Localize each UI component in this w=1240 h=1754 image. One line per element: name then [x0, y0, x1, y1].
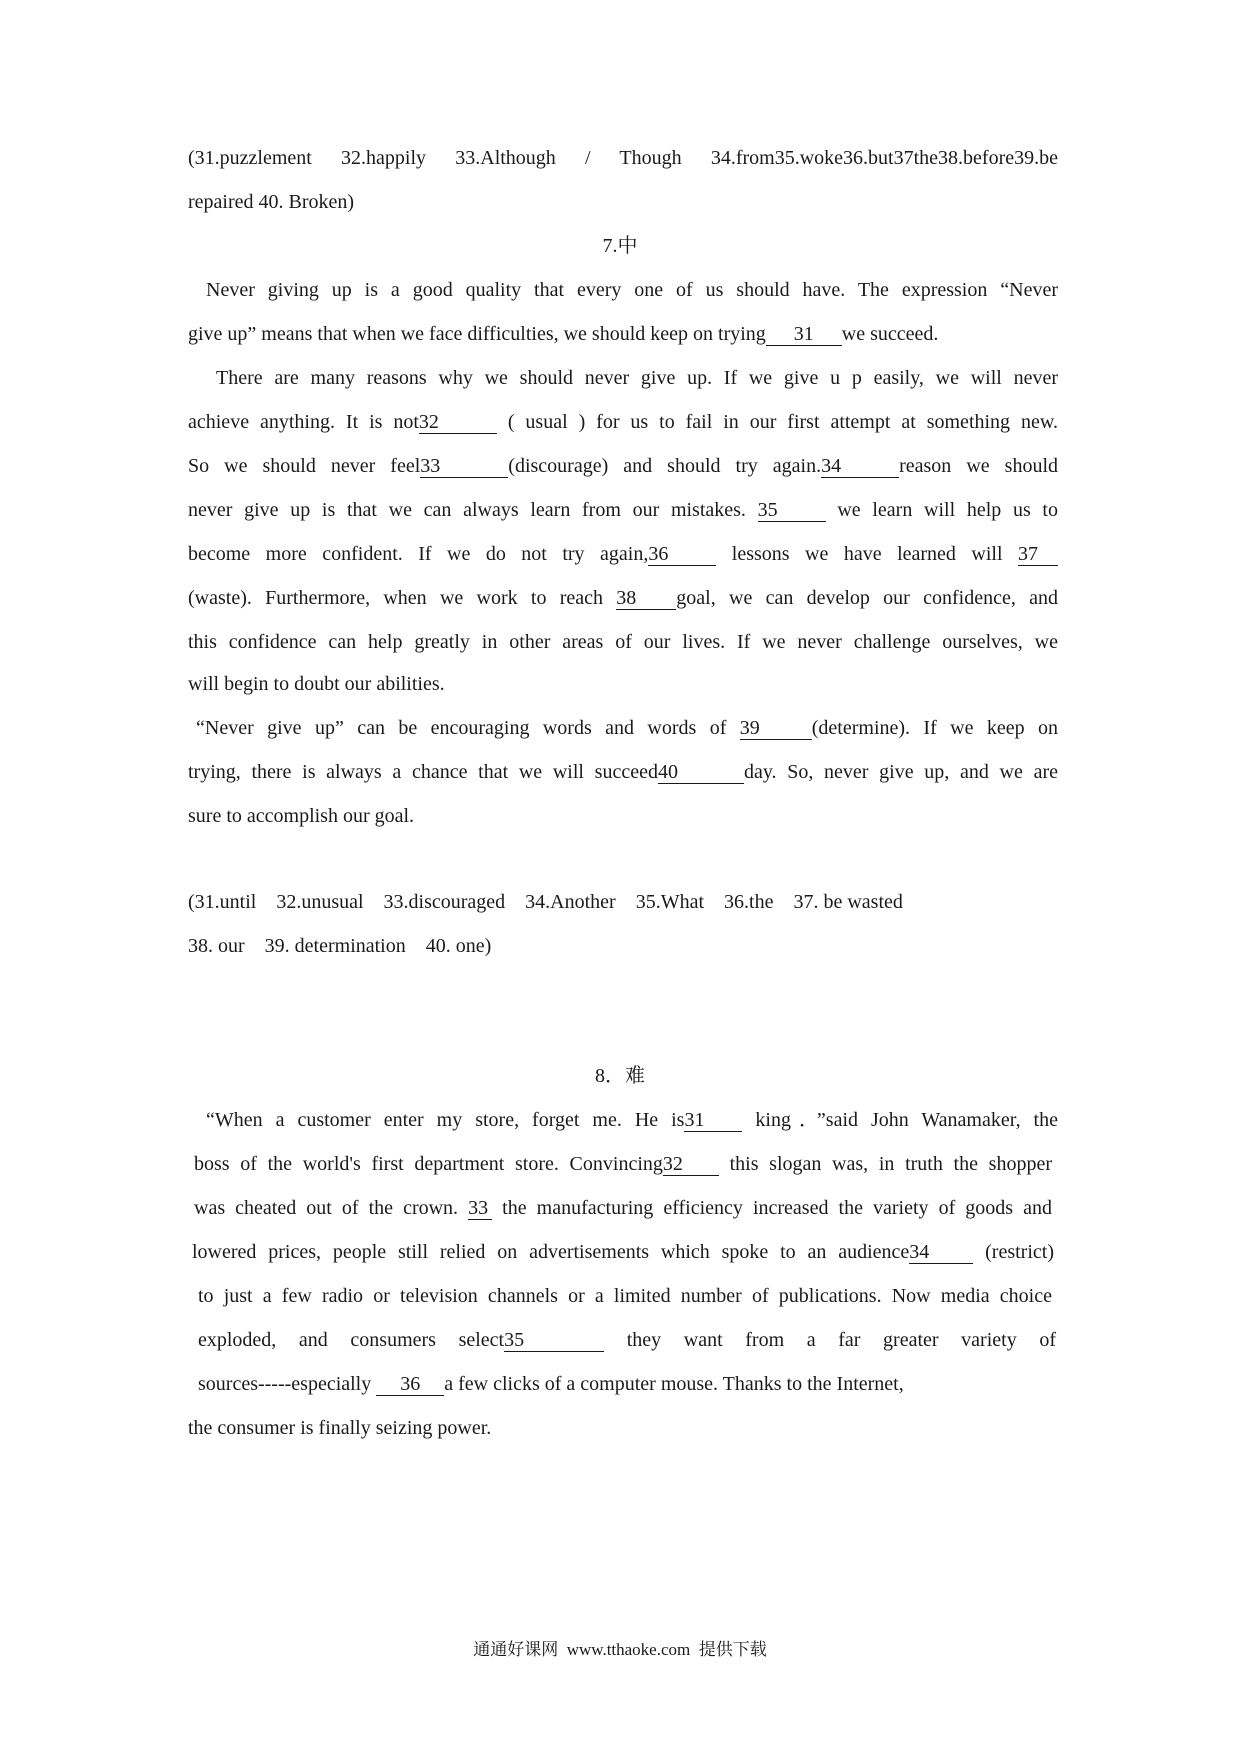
- s7-line-5: [188, 452, 1058, 480]
- s7-text: goal, we can develop our confidence, and: [676, 587, 1058, 609]
- blank-33[interactable]: 33: [420, 455, 508, 478]
- blank-34[interactable]: 34: [909, 1241, 973, 1264]
- s7-text: trying, there is always a chance that we will succeed: [188, 761, 658, 783]
- s7-line-10: will begin to doubt our abilities.: [188, 673, 445, 695]
- s7-answers-line-1: (31.until 32.unusual 33.discouraged 34.Another 35.What 36.the 37. be wasted: [188, 891, 903, 913]
- s7-line-8: [188, 584, 1058, 612]
- s8-line-2: [194, 1150, 1052, 1178]
- footer-credit: 通通好课网 www.tthaoke.com 提供下载: [473, 1640, 767, 1659]
- blank-38[interactable]: 38: [616, 587, 676, 610]
- blank-39[interactable]: 39: [740, 717, 812, 740]
- blank-32[interactable]: 32: [419, 411, 497, 434]
- s8-line-5: to just a few radio or television channels or a limited number of publications. Now media choice: [198, 1285, 1052, 1307]
- s7-line-3: There are many reasons why we should never give up. If we give u p easily, we will never: [216, 367, 1058, 389]
- blank-36[interactable]: 36: [376, 1373, 444, 1396]
- blank-34[interactable]: 34: [821, 455, 899, 478]
- s8-text: (restrict): [973, 1241, 1054, 1263]
- s8-line-8: the consumer is finally seizing power.: [188, 1417, 492, 1439]
- s8-text: boss of the world's first department store. Convincing: [194, 1153, 663, 1175]
- s7-line-7: [188, 540, 1058, 568]
- s7-text: lessons we have learned will: [716, 543, 1018, 565]
- s7-text: never give up is that we can always learn from our mistakes.: [188, 499, 758, 521]
- s7-line-1: Never giving up is a good quality that every one of us should have. The expression “Never: [206, 279, 1058, 301]
- s7-line-6: [188, 496, 1058, 524]
- section-8-heading: 8．难: [595, 1065, 645, 1087]
- s7-line-12: [188, 758, 1058, 786]
- s8-line-6: [198, 1326, 1056, 1354]
- s7-line-4: [188, 408, 1058, 436]
- prev-answers-line-2: repaired 40. Broken): [188, 191, 355, 213]
- blank-35[interactable]: 35: [504, 1329, 604, 1352]
- s7-text: become more confident. If we do not try again,: [188, 543, 649, 565]
- s8-text: they want from a far greater variety of: [604, 1329, 1056, 1351]
- s8-text: sources-----especially: [198, 1373, 377, 1395]
- blank-33[interactable]: 33: [468, 1197, 492, 1220]
- s8-line-3: [194, 1194, 1052, 1222]
- blank-31[interactable]: 31: [684, 1109, 742, 1132]
- blank-32[interactable]: 32: [663, 1153, 719, 1176]
- blank-40[interactable]: 40: [658, 761, 744, 784]
- s7-text: we succeed.: [841, 323, 939, 345]
- s7-text: ( usual ) for us to fail in our first attempt at something new.: [496, 411, 1059, 433]
- s7-line-11: [196, 714, 1058, 742]
- s7-text: give up” means that when we face difficulties, we should keep on trying: [188, 323, 766, 345]
- s7-text: “Never give up” can be encouraging words and words of: [196, 717, 740, 739]
- s7-text: day. So, never give up, and we are: [743, 761, 1058, 783]
- s8-line-1: [206, 1106, 1058, 1134]
- s7-line-9: this confidence can help greatly in other areas of our lives. If we never challenge ourselves, we: [188, 631, 1058, 653]
- s7-line-13: sure to accomplish our goal.: [188, 805, 415, 827]
- s8-text: a few clicks of a computer mouse. Thanks to the Internet,: [444, 1373, 904, 1395]
- s7-text: we learn will help us to: [825, 499, 1058, 521]
- s7-text: (waste). Furthermore, when we work to reach: [188, 587, 617, 609]
- s7-text: (discourage) and should try again.: [508, 455, 822, 477]
- s7-text: reason we should: [899, 455, 1059, 477]
- s7-text: achieve anything. It is not: [188, 411, 419, 433]
- s8-text: king．”said John Wanamaker, the: [742, 1109, 1058, 1131]
- section-7-heading: 7.中: [602, 235, 638, 257]
- s7-line-2: [188, 320, 1058, 348]
- s7-answers-line-2: 38. our 39. determination 40. one): [188, 935, 492, 957]
- s8-text: exploded, and consumers select: [198, 1329, 505, 1351]
- s8-text: was cheated out of the crown.: [194, 1197, 459, 1219]
- s8-text: the manufacturing efficiency increased the variety of goods and: [492, 1197, 1052, 1219]
- blank-31[interactable]: 31: [766, 323, 842, 346]
- s8-line-4: [192, 1238, 1054, 1266]
- s8-text: “When a customer enter my store, forget me. He is: [206, 1109, 685, 1131]
- blank-35[interactable]: 35: [758, 499, 826, 522]
- s8-text: lowered prices, people still relied on advertisements which spoke to an audience: [192, 1241, 910, 1263]
- prev-answers-line-1: (31.puzzlement 32.happily 33.Although / Though 34.from35.woke36.but37the38.before39.be: [188, 147, 1058, 169]
- s8-line-7: [198, 1370, 1058, 1398]
- s7-text: So we should never feel: [188, 455, 421, 477]
- s8-text: this slogan was, in truth the shopper: [718, 1153, 1052, 1175]
- s7-text: (determine). If we keep on: [811, 717, 1058, 739]
- blank-36[interactable]: 36: [648, 543, 716, 566]
- blank-37[interactable]: 37: [1018, 543, 1058, 566]
